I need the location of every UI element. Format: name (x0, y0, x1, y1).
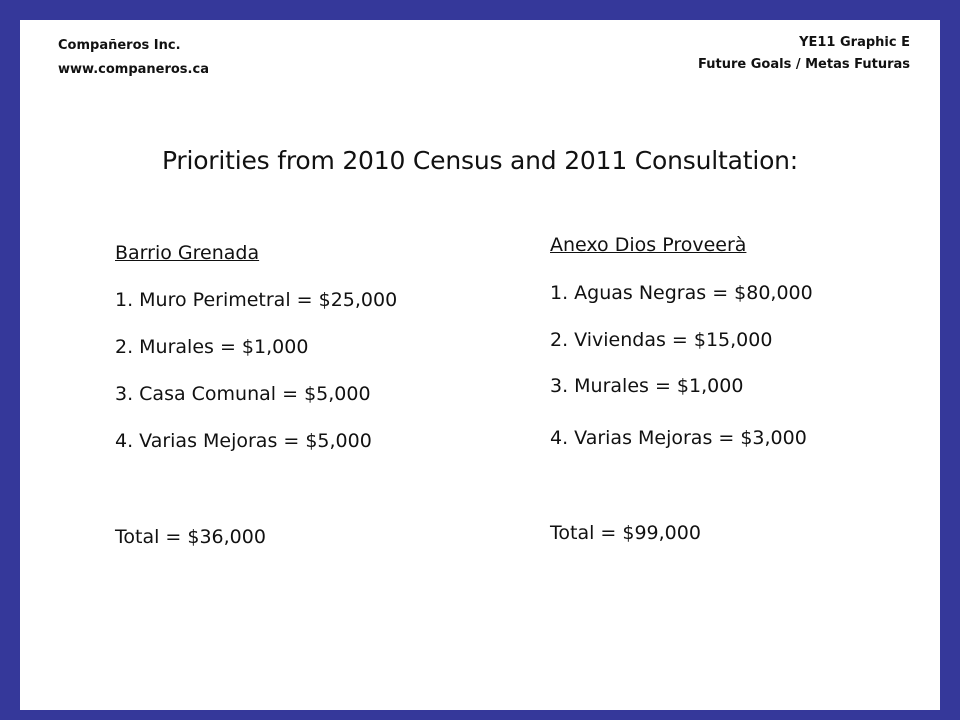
list-item: 4. Varias Mejoras = $5,000 (115, 430, 372, 452)
list-item: 3. Casa Comunal = $5,000 (115, 383, 371, 405)
company-name: Compañeros Inc. (58, 38, 181, 53)
slide-title: Priorities from 2010 Census and 2011 Consultation: (161, 146, 799, 175)
slide-frame (20, 20, 940, 710)
barrio-grenada-heading: Barrio Grenada (115, 242, 260, 264)
company-info (58, 34, 209, 82)
list-item: 3. Murales = $1,000 (550, 375, 744, 397)
list-item: 2. Viviendas = $15,000 (550, 329, 773, 351)
graphic-id: YE11 Graphic E (799, 35, 910, 50)
list-item: 1. Muro Perimetral = $25,000 (115, 289, 398, 311)
anexo-dios-proveera-total: Total = $99,000 (550, 522, 701, 544)
list-item: 1. Aguas Negras = $80,000 (550, 282, 813, 304)
list-item: 4. Varias Mejoras = $3,000 (550, 427, 807, 449)
graphic-info (698, 32, 910, 76)
graphic-subtitle: Future Goals / Metas Futuras (698, 57, 910, 72)
anexo-dios-proveera-heading: Anexo Dios Proveerà (550, 234, 747, 256)
list-item: 2. Murales = $1,000 (115, 336, 309, 358)
barrio-grenada-total: Total = $36,000 (115, 526, 266, 548)
company-website: www.companeros.ca (58, 62, 209, 77)
